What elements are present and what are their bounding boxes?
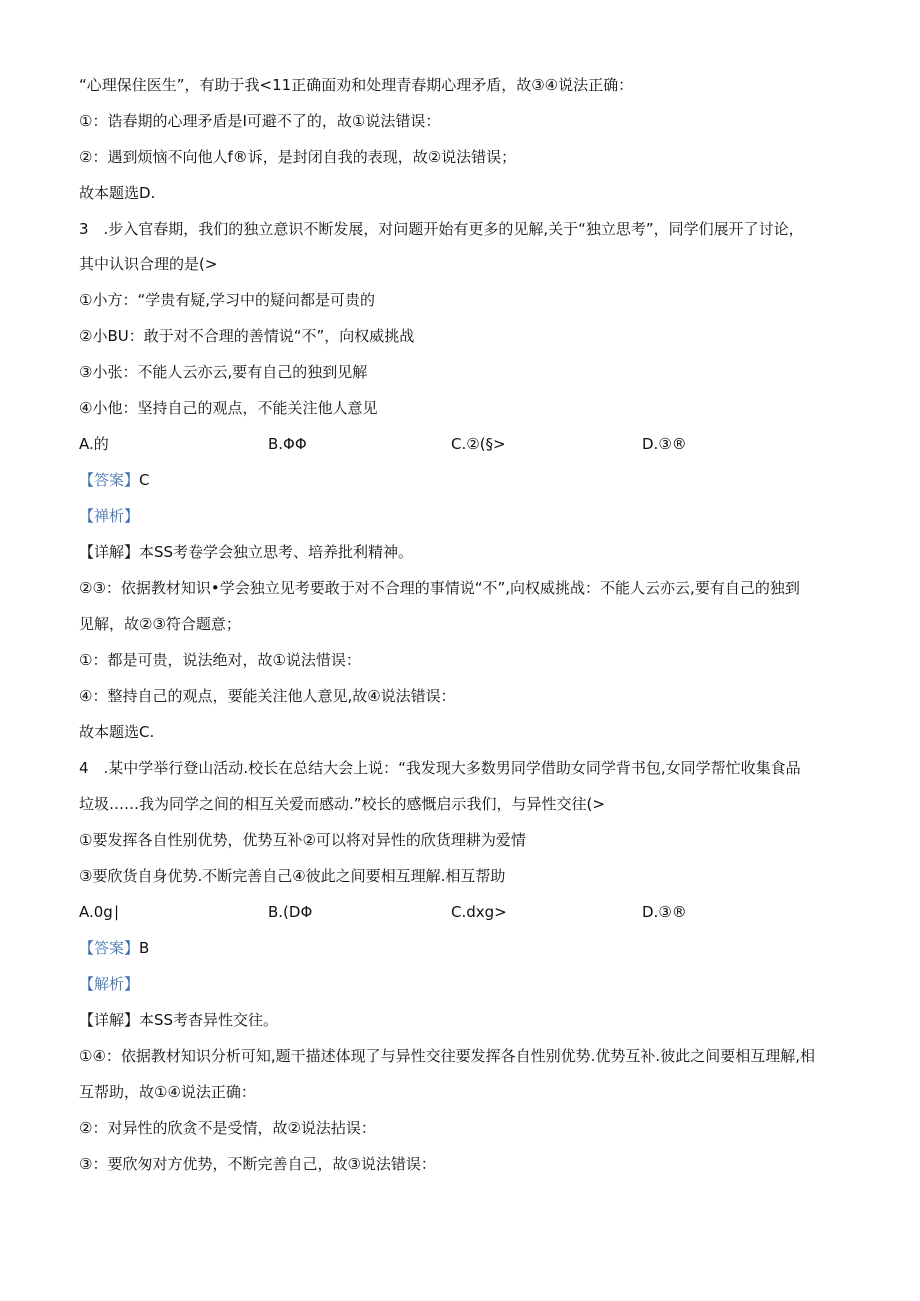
statement-3: ③小张：不能人云亦云,要有自己的独到见解 xyxy=(79,363,368,381)
detail-line: ②：对异性的欣贪不是受情，故②说法拈误： xyxy=(79,1119,376,1137)
question-3-stem: 3 .步入官春期，我们的独立意识不断发展，对问题开始有更多的见解,关于“独立思考”，同学们展开了讨论， xyxy=(79,220,804,238)
answer-tag: 【答案】 xyxy=(79,471,140,489)
text-line: ②：遇到烦恼不向他人f®诉，是封闭自我的表现，故②说法错误； xyxy=(79,148,517,166)
option-d: D.③® xyxy=(642,903,687,921)
option-c: C.②(§> xyxy=(451,435,506,453)
detail-line: ③：要欣匆对方优势，不断完善自己，故③说法错误： xyxy=(79,1155,436,1173)
answer-value: C xyxy=(139,471,150,489)
answer-tag: 【答案】 xyxy=(79,939,140,957)
detail-line: ①：都是可贵，说法绝对，故①说法惜误： xyxy=(79,651,361,669)
statement-1: ①小方：“学贵有疑,学习中的疑问都是可贵的 xyxy=(79,291,375,309)
statement-line: ①要发挥各自性别优势，优势互补②可以将对异性的欣货理耕为爱情 xyxy=(79,831,526,849)
option-a: A.的 xyxy=(79,435,109,453)
detail-line: 【详解】本SS考杳异性交往。 xyxy=(79,1011,279,1029)
detail-line: 【详解】本SS考卷学会独立思考、培养批利精神。 xyxy=(79,543,414,561)
detail-line: ②③：依据教材知识•学会独立见考要敢于对不合理的事情说“不”,向权威挑战：不能人云亦云,要有自己的独到 xyxy=(79,579,800,597)
text-line: “心理保住医生”，有助于我<11正确面劝和处理青春期心理矛盾，故③④说法正确： xyxy=(79,76,634,94)
text-line: ①：诰春期的心理矛盾是I可避不了的，故①说法错误： xyxy=(79,112,441,130)
detail-line: 互帮助，故①④说法正确： xyxy=(79,1083,256,1101)
text-line: 故本题选D. xyxy=(79,184,156,202)
question-3-answer xyxy=(79,470,150,490)
option-b: B.(DΦ xyxy=(268,903,313,921)
statement-line: ③要欣货自身优势.不断完善自己④彼此之间要相互理解.相互帮助 xyxy=(79,867,506,885)
detail-line: 故本题选C. xyxy=(79,723,155,741)
statement-4: ④小他：坚持自己的观点，不能关注他人意见 xyxy=(79,399,378,417)
option-a: A.0g∣ xyxy=(79,903,121,921)
detail-line: 见解，故②③符合题意； xyxy=(79,615,241,633)
statement-2: ②小BU：敢于对不合理的善情说“不”，向权威挑战 xyxy=(79,327,415,345)
question-4-analysis-tag: 【解析】 xyxy=(79,975,140,993)
option-b: B.ΦΦ xyxy=(268,435,307,453)
question-4-stem: 4 .某中学举行登山活动.校长在总结大会上说：“我发现大多数男同学借助女同学背书包,女同学帮忙收集食品 xyxy=(79,759,801,777)
option-c: C.dxg> xyxy=(451,903,507,921)
detail-line: ④：整持自己的观点，要能关注他人意见,故④说法错误： xyxy=(79,687,456,705)
detail-line: ①④：依据教材知识分析可知,题干描述体现了与异性交往要发挥各自性别优势.优势互补.彼此之间要相互理解,相 xyxy=(79,1047,815,1065)
question-3-stem-cont: 其中认识合理的是(> xyxy=(79,255,218,273)
question-4-answer xyxy=(79,938,149,958)
question-4-stem-cont: 垃圾……我为同学之间的相互关爱而感动.”校长的感慨启示我们，与异性交往(> xyxy=(79,795,605,813)
question-3-analysis-tag: 【禅析】 xyxy=(79,507,140,525)
option-d: D.③® xyxy=(642,435,687,453)
answer-value: B xyxy=(139,939,150,957)
